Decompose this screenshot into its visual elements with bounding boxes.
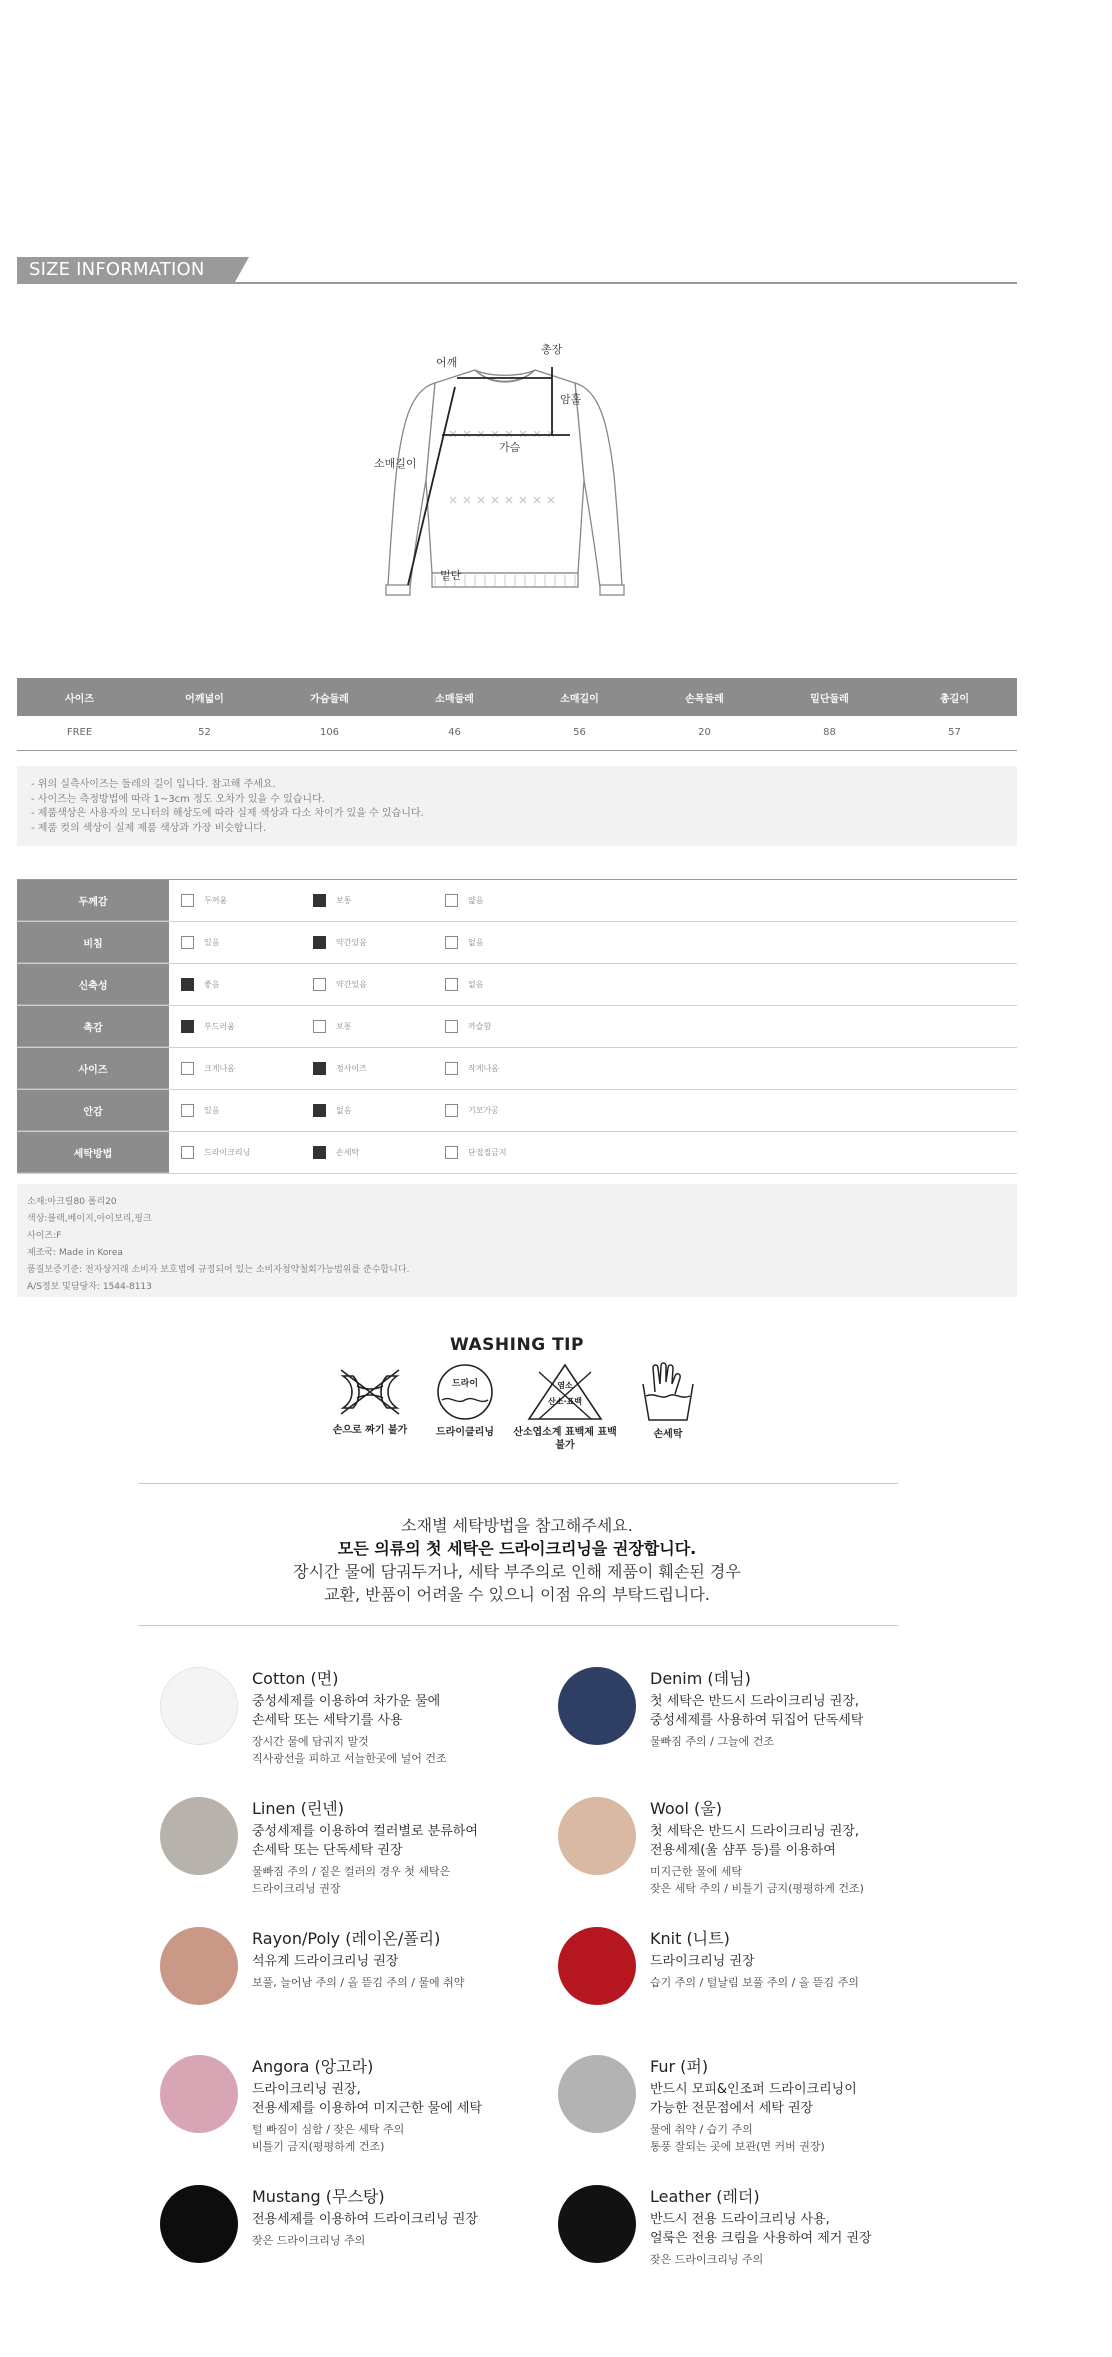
material-caution (252, 2121, 482, 2155)
feature-option-label: 보통 (336, 1022, 352, 1031)
material-caution (252, 1733, 447, 1767)
checked-box-icon (181, 978, 194, 991)
wash-icon-no-bleach (510, 1362, 620, 1452)
material-name: Rayon/Poly (레이온/폴리) (252, 1929, 441, 1948)
feature-option-label: 부드러움 (204, 1022, 235, 1031)
feature-option-label: 약간있음 (336, 980, 367, 989)
unchecked-box-icon (445, 1104, 458, 1117)
unchecked-box-icon (181, 1062, 194, 1075)
material-care: 첫 세탁은 반드시 드라이크리닝 권장, (650, 1824, 860, 1839)
fabric-swatch (558, 2055, 636, 2133)
feature-row (17, 1006, 1017, 1048)
dry-clean-icon (430, 1362, 500, 1422)
checked-box-icon (313, 1062, 326, 1075)
material-care: 가능한 전문점에서 세탁 권장 (650, 2101, 814, 2116)
feature-label: 사이즈 (17, 1048, 169, 1089)
material-care: 드라이크리닝 권장, (252, 2082, 361, 2097)
material-item (160, 1797, 580, 1897)
feature-option-label: 드라이크리닝 (204, 1148, 251, 1157)
feature-option (181, 1020, 313, 1033)
feature-option (313, 978, 445, 991)
material-care: 손세탁 또는 세탁기를 사용 (252, 1713, 403, 1728)
material-item (160, 1667, 580, 1767)
fabric-swatch (558, 2185, 636, 2263)
size-cell: 46 (392, 716, 517, 750)
care-message-line: 교환, 반품이 어려울 수 있으니 이점 유의 부탁드립니다. (324, 1585, 710, 1604)
material-caution-line: 잦은 세탁 주의 / 비틀기 금지(평평하게 건조) (650, 1882, 864, 1895)
feature-label: 비침 (17, 922, 169, 963)
unchecked-box-icon (181, 936, 194, 949)
checked-box-icon (313, 1146, 326, 1159)
section-divider (138, 1483, 898, 1484)
size-cell: 106 (267, 716, 392, 750)
size-header-cell: 소매길이 (517, 678, 642, 716)
size-info-header (17, 257, 1017, 282)
material-caution (650, 1733, 863, 1750)
fabric-swatch (160, 2185, 238, 2263)
size-header-cell: 가슴둘레 (267, 678, 392, 716)
note-line: - 사이즈는 측정방법에 따라 1~3cm 정도 오차가 있을 수 있습니다. (31, 793, 325, 805)
label-sleeve: 소매길이 (374, 457, 417, 470)
feature-options (169, 1090, 577, 1131)
material-care: 반드시 모피&인조퍼 드라이크리닝이 (650, 2082, 857, 2097)
info-line: 사이즈:F (27, 1231, 62, 1241)
feature-option (445, 1020, 577, 1033)
bleach-badge-top: 염소 (557, 1381, 573, 1390)
material-caution (650, 2121, 857, 2155)
feature-option (445, 1062, 577, 1075)
size-cell: 56 (517, 716, 642, 750)
feature-option-label: 얇음 (468, 896, 484, 905)
note-line: - 위의 실측사이즈는 둘레의 길이 입니다. 참고해 주세요. (31, 779, 276, 790)
feature-label: 촉감 (17, 1006, 169, 1047)
material-caution-line: 털 빠짐이 심함 / 잦은 세탁 주의 (252, 2123, 405, 2136)
feature-options (169, 880, 577, 921)
material-caution-line: 장시간 물에 담궈지 말것 (252, 1735, 369, 1748)
material-item (160, 2185, 580, 2285)
feature-option-label: 없음 (468, 980, 484, 989)
feature-option-label: 정사이즈 (336, 1064, 367, 1073)
wash-icon-dry-clean (410, 1362, 520, 1439)
material-item (558, 1667, 978, 1767)
info-line: 품질보증기준: 전자상거래 소비자 보호법에 규정되어 있는 소비자청약철회가능범위를 준수합니다. (27, 1265, 410, 1275)
feature-option (181, 1062, 313, 1075)
no-bleach-icon (525, 1362, 605, 1422)
material-name: Knit (니트) (650, 1929, 730, 1948)
size-header-cell: 사이즈 (17, 678, 142, 716)
material-caution-line: 통풍 잘되는 곳에 보관(면 커버 권장) (650, 2140, 825, 2153)
material-caution-line: 보풀, 늘어남 주의 / 올 뜯김 주의 / 물에 취약 (252, 1976, 465, 1989)
checked-box-icon (181, 1020, 194, 1033)
material-care: 전용세제(울 샴푸 등)를 이용하여 (650, 1843, 836, 1858)
material-care: 첫 세탁은 반드시 드라이크리닝 권장, (650, 1694, 860, 1709)
material-care: 전용세제를 이용하여 드라이크리닝 권장 (252, 2212, 478, 2227)
feature-option (181, 1146, 313, 1159)
material-name: Cotton (면) (252, 1669, 339, 1688)
feature-row (17, 922, 1017, 964)
size-cell: 88 (767, 716, 892, 750)
unchecked-box-icon (445, 1062, 458, 1075)
feature-option-label: 있음 (204, 938, 220, 947)
feature-option-label: 보통 (336, 896, 352, 905)
feature-options (169, 1048, 577, 1089)
material-item (558, 2185, 978, 2285)
label-armhole: 암홀 (560, 393, 582, 406)
feature-option-label: 작게나옴 (468, 1064, 499, 1073)
material-care: 반드시 전용 드라이크리닝 사용, (650, 2212, 830, 2227)
care-message-line: 소재별 세탁방법을 참고해주세요. (401, 1516, 633, 1535)
size-notes (17, 766, 1017, 846)
unchecked-box-icon (445, 978, 458, 991)
material-name: Leather (레더) (650, 2187, 760, 2206)
size-header-cell: 밑단둘레 (767, 678, 892, 716)
feature-option-label: 약간있음 (336, 938, 367, 947)
wash-icon-no-wring (315, 1362, 425, 1437)
feature-row (17, 1048, 1017, 1090)
feature-option (181, 894, 313, 907)
feature-option (313, 1104, 445, 1117)
material-item (558, 2055, 978, 2155)
unchecked-box-icon (181, 1146, 194, 1159)
feature-option (445, 894, 577, 907)
unchecked-box-icon (445, 1020, 458, 1033)
feature-options (169, 1006, 577, 1047)
feature-option-label: 기모가공 (468, 1106, 499, 1115)
label-shoulder: 어깨 (436, 356, 458, 369)
material-care: 중성세제를 사용하여 뒤집어 단독세탁 (650, 1713, 864, 1728)
feature-option (181, 1104, 313, 1117)
size-header-cell: 소매둘레 (392, 678, 517, 716)
size-header-cell: 어깨넓이 (142, 678, 267, 716)
fabric-swatch (160, 1927, 238, 2005)
product-info (17, 1184, 1017, 1297)
fabric-swatch (558, 1927, 636, 2005)
feature-option (445, 936, 577, 949)
checked-box-icon (313, 894, 326, 907)
material-item (558, 1797, 978, 1897)
feature-option-label: 까슬함 (468, 1022, 492, 1031)
unchecked-box-icon (313, 978, 326, 991)
header-divider (17, 282, 1017, 284)
material-caution (650, 1974, 859, 1991)
label-hem: 밑단 (440, 569, 462, 582)
no-wring-icon (335, 1362, 405, 1420)
feature-label: 세탁방법 (17, 1132, 169, 1173)
feature-table (17, 879, 1017, 1174)
fabric-swatch (160, 1667, 238, 1745)
info-line: 색상:블랙,베이지,아이보리,핑크 (27, 1214, 152, 1224)
feature-option-label: 좋음 (204, 980, 220, 989)
bleach-badge-bottom: 산소·표백 (548, 1397, 582, 1406)
unchecked-box-icon (181, 1104, 194, 1117)
material-caution-line: 물빠짐 주의 / 그늘에 건조 (650, 1735, 774, 1748)
material-caution-line: 잦은 드라이크리닝 주의 (650, 2253, 764, 2266)
checked-box-icon (313, 936, 326, 949)
size-table-header (17, 678, 1017, 716)
info-line: 소재:아크릴80 폴리20 (27, 1197, 117, 1207)
care-message-line: 장시간 물에 담궈두거나, 세탁 부주의로 인해 제품이 훼손된 경우 (293, 1562, 741, 1581)
feature-row (17, 1132, 1017, 1174)
size-cell: 52 (142, 716, 267, 750)
material-name: Linen (린넨) (252, 1799, 344, 1818)
material-caution-line: 미지근한 물에 세탁 (650, 1865, 743, 1878)
material-name: Mustang (무스탕) (252, 2187, 385, 2206)
material-name: Wool (울) (650, 1799, 722, 1818)
feature-row (17, 964, 1017, 1006)
material-caution-line: 물빠짐 주의 / 짙은 컬러의 경우 첫 세탁은 (252, 1865, 451, 1878)
hand-wash-icon (633, 1362, 703, 1424)
material-name: Fur (퍼) (650, 2057, 709, 2076)
sweater-illustration (380, 345, 650, 615)
note-line: - 제품 컷의 색상이 실제 제품 색상과 가장 비슷합니다. (31, 822, 267, 834)
feature-option (313, 1146, 445, 1159)
wash-label: 손세탁 (653, 1429, 683, 1440)
wash-label: 손으로 짜기 불가 (332, 1425, 408, 1436)
material-caution-line: 잦은 드라이크리닝 주의 (252, 2234, 366, 2247)
material-caution-line: 물에 취약 / 습기 주의 (650, 2123, 753, 2136)
material-item (160, 2055, 580, 2155)
material-care: 석유계 드라이크리닝 권장 (252, 1954, 399, 1969)
material-caution-line: 직사광선을 피하고 서늘한곳에 널어 건조 (252, 1752, 447, 1765)
wash-label: 산소엽소계 표백제 표백 불가 (513, 1427, 617, 1451)
unchecked-box-icon (445, 936, 458, 949)
feature-label: 안감 (17, 1090, 169, 1131)
size-info-title: SIZE INFORMATION (17, 257, 235, 282)
feature-option (181, 936, 313, 949)
label-chest: 가슴 (499, 441, 521, 454)
unchecked-box-icon (181, 894, 194, 907)
feature-option (313, 1020, 445, 1033)
fabric-swatch (558, 1667, 636, 1745)
fabric-swatch (160, 2055, 238, 2133)
feature-option-label: 없음 (336, 1106, 352, 1115)
checked-box-icon (313, 1104, 326, 1117)
section-divider (138, 1625, 898, 1626)
feature-row (17, 1090, 1017, 1132)
material-care: 중성세제를 이용하여 차가운 물에 (252, 1694, 441, 1709)
material-caution (650, 1863, 864, 1897)
info-line: A/S정보 및담당자: 1544-8113 (27, 1282, 152, 1292)
dry-clean-badge: 드라이 (451, 1379, 479, 1389)
info-line: 제조국: Made in Korea (27, 1248, 123, 1258)
feature-option-label: 단접절금지 (468, 1148, 507, 1157)
material-caution-line: 습기 주의 / 털날림 보풀 주의 / 올 뜯김 주의 (650, 1976, 859, 1989)
size-cell: 57 (892, 716, 1017, 750)
feature-label: 두께감 (17, 880, 169, 921)
care-message (0, 1514, 1034, 1606)
material-caution (650, 2251, 872, 2268)
feature-option-label: 있음 (204, 1106, 220, 1115)
material-caution (252, 1863, 478, 1897)
unchecked-box-icon (445, 1146, 458, 1159)
feature-options (169, 964, 577, 1005)
label-length: 총장 (541, 343, 563, 356)
feature-option (445, 978, 577, 991)
feature-option (445, 1146, 577, 1159)
feature-options (169, 922, 577, 963)
size-header-cell: 손목둘레 (642, 678, 767, 716)
fabric-swatch (558, 1797, 636, 1875)
material-care: 얼룩은 전용 크림을 사용하여 제거 권장 (650, 2231, 872, 2246)
material-caution-line: 드라이크리닝 권장 (252, 1882, 341, 1895)
note-line: - 제품색상은 사용자의 모니터의 해상도에 따라 실제 색상과 다소 차이가 있을 수 있습니다. (31, 808, 424, 819)
material-item (558, 1927, 978, 2027)
washing-tip-title: WASHING TIP (450, 1335, 584, 1355)
wash-label: 드라이클리닝 (436, 1427, 494, 1438)
table-row (17, 716, 1017, 750)
feature-option-label: 없음 (468, 938, 484, 947)
feature-option (313, 1062, 445, 1075)
material-caution-line: 비틀기 금지(평평하게 건조) (252, 2140, 385, 2153)
care-message-emphasis: 모든 의류의 첫 세탁은 드라이크리닝을 권장합니다. (337, 1539, 697, 1558)
size-diagram (374, 343, 650, 615)
feature-option-label: 크게나옴 (204, 1064, 235, 1073)
feature-option (313, 894, 445, 907)
material-caution (252, 2232, 478, 2249)
size-table (17, 678, 1017, 751)
material-care: 전용세제를 이용하여 미지근한 물에 세탁 (252, 2101, 483, 2116)
material-care: 손세탁 또는 단독세탁 권장 (252, 1843, 403, 1858)
material-item (160, 1927, 580, 2027)
size-cell: FREE (17, 716, 142, 750)
material-care: 중성세제를 이용하여 컬러별로 분류하여 (252, 1824, 478, 1839)
material-name: Angora (앙고라) (252, 2057, 374, 2076)
size-header-cell: 총길이 (892, 678, 1017, 716)
material-name: Denim (데님) (650, 1669, 751, 1688)
material-caution (252, 1974, 464, 1991)
fabric-swatch (160, 1797, 238, 1875)
feature-option (445, 1104, 577, 1117)
feature-option (313, 936, 445, 949)
feature-option-label: 두꺼움 (204, 896, 228, 905)
feature-label: 신축성 (17, 964, 169, 1005)
material-care: 드라이크리닝 권장 (650, 1954, 755, 1969)
feature-row (17, 880, 1017, 922)
unchecked-box-icon (445, 894, 458, 907)
feature-options (169, 1132, 577, 1173)
feature-option-label: 손세탁 (336, 1148, 360, 1157)
wash-icon-hand-wash (613, 1362, 723, 1441)
feature-option (181, 978, 313, 991)
size-cell: 20 (642, 716, 767, 750)
unchecked-box-icon (313, 1020, 326, 1033)
